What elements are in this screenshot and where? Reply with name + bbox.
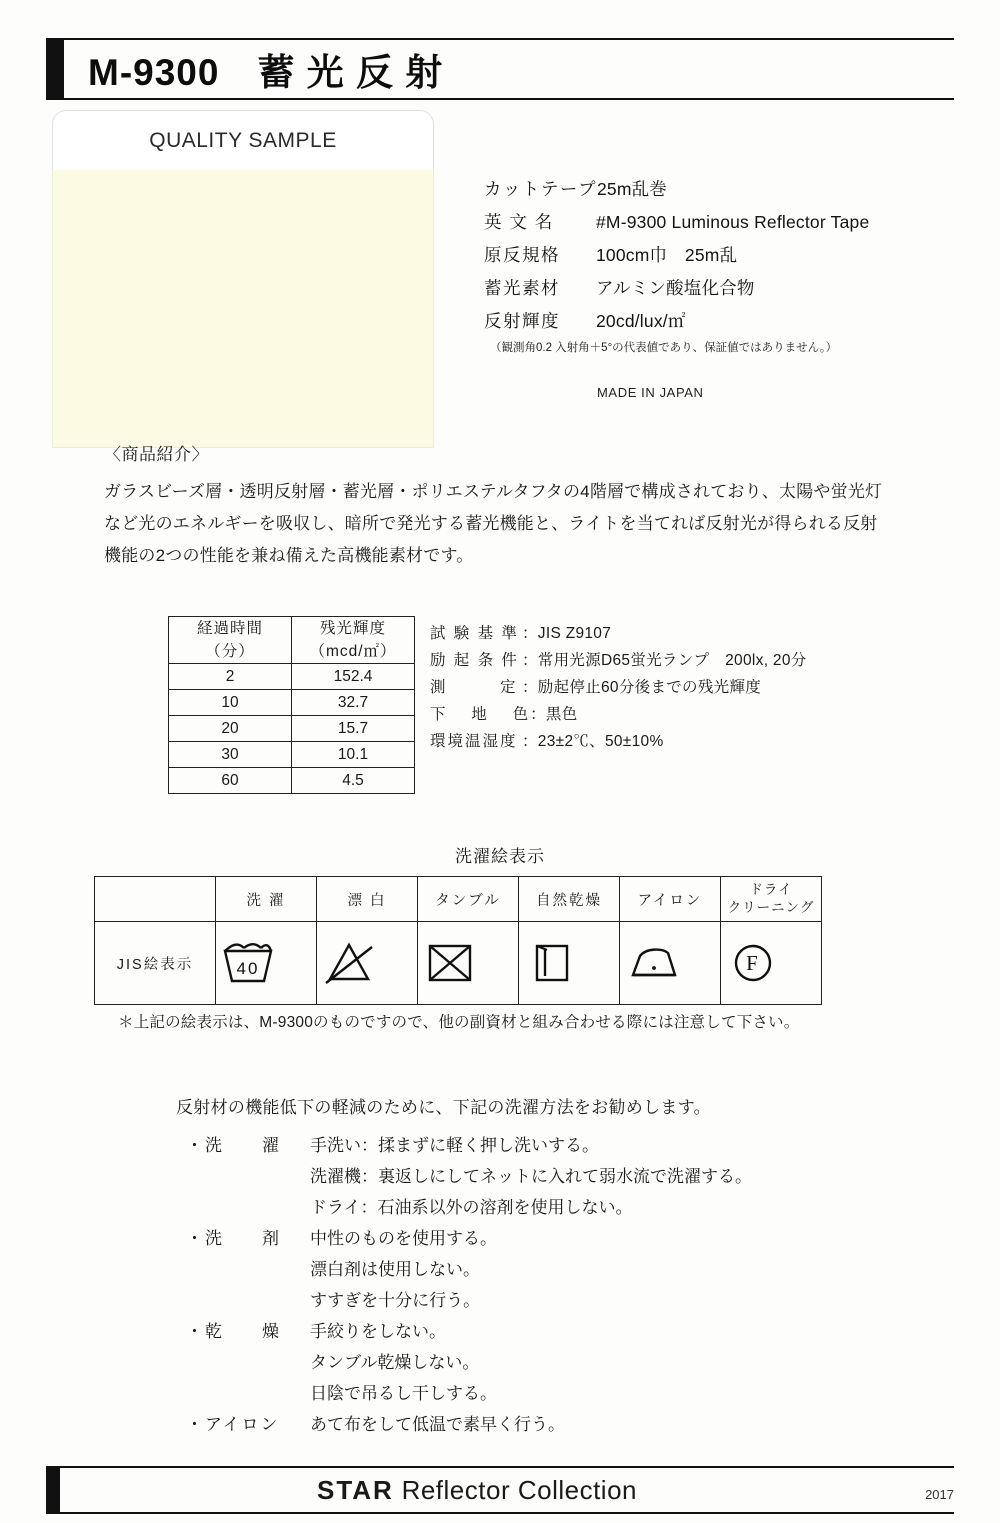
care-row-label: JIS絵表示 xyxy=(95,922,216,1005)
afterglow-table xyxy=(168,616,415,794)
test-condition-value: ：常用光源D65蛍光ランプ 200lx, 20分 xyxy=(522,652,807,669)
test-condition-value: ：励起停止60分後までの残光輝度 xyxy=(522,679,762,696)
wash-key: ・洗 濯 xyxy=(186,1136,281,1155)
table-row xyxy=(169,742,415,768)
cell-luminance: 152.4 xyxy=(292,664,415,690)
collection-name: Reflector Collection xyxy=(393,1474,637,1505)
wash-row-drying xyxy=(186,1316,906,1409)
wash-line: 手洗い：揉まずに軽く押し洗いする。 xyxy=(310,1136,599,1155)
spec-key: カットテープ xyxy=(484,179,597,199)
test-condition-row xyxy=(430,647,807,674)
footer-accent-bar xyxy=(46,1468,60,1512)
quality-sample-label: QUALITY SAMPLE xyxy=(52,110,434,170)
svg-text:F: F xyxy=(746,951,760,975)
test-condition-row xyxy=(430,620,807,647)
care-header-dryclean: ドライ クリーニング xyxy=(721,877,822,922)
wash-lines xyxy=(310,1409,906,1440)
wash-line: 洗濯機：裏返しにしてネットに入れて弱水流で洗濯する。 xyxy=(310,1167,752,1186)
spec-footnote: （観測角0.2 入射角＋5°の代表値であり、保証値ではありません。） xyxy=(490,342,838,354)
table-row xyxy=(169,640,415,664)
wash-lines xyxy=(310,1130,906,1223)
wash-line: タンブル乾燥しない。 xyxy=(310,1353,480,1372)
wash-line: 手絞りをしない。 xyxy=(310,1322,446,1341)
table-row xyxy=(169,690,415,716)
wash-key: ・乾 燥 xyxy=(186,1322,281,1341)
spec-key: 反射輝度 xyxy=(484,311,560,331)
table-row xyxy=(169,617,415,641)
test-condition-row xyxy=(430,701,807,728)
spec-row xyxy=(484,305,954,338)
wash-key: ・アイロン xyxy=(186,1415,280,1434)
wash-instructions xyxy=(186,1130,906,1440)
quality-sample xyxy=(52,110,434,448)
spec-value: 100cm巾 25m乱 xyxy=(596,245,738,265)
wash-line: すすぎを十分に行う。 xyxy=(310,1291,481,1310)
intro-heading: 〈商品紹介〉 xyxy=(104,445,209,464)
column-header-luminance: 残光輝度 xyxy=(292,617,415,641)
care-header-wash: 洗 濯 xyxy=(216,877,317,922)
wash-instructions-lead: 反射材の機能低下の軽減のために、下記の洗濯方法をお勧めします。 xyxy=(176,1098,711,1117)
wash-row-detergent xyxy=(186,1223,906,1316)
drip-dry-hang-icon xyxy=(519,922,620,1005)
made-in-label: MADE IN JAPAN xyxy=(597,385,704,400)
test-condition-key: 下 地 色 xyxy=(430,706,531,723)
brand-name: STAR xyxy=(316,1474,394,1505)
wash-line: 日陰で吊るし干しする。 xyxy=(310,1384,497,1403)
spec-list xyxy=(484,173,954,356)
spec-value: アルミン酸塩化合物 xyxy=(596,278,755,298)
cell-luminance: 10.1 xyxy=(292,742,415,768)
test-condition-key: 測 定 xyxy=(430,679,518,696)
care-header-natural-dry: 自然乾燥 xyxy=(519,877,620,922)
table-row xyxy=(169,664,415,690)
page-title: M-9300 蓄 光 反 射 xyxy=(88,52,444,93)
fabric-swatch xyxy=(52,170,434,448)
wash-row-ironing xyxy=(186,1409,906,1440)
wash-row-washing xyxy=(186,1130,906,1223)
test-condition-row xyxy=(430,674,807,701)
care-label-note: ＊上記の絵表示は、M-9300のものですので、他の副資材と組み合わせる際には注意して下さい。 xyxy=(118,1014,800,1031)
test-condition-key: 試 験 基 準 xyxy=(430,625,519,642)
wash-line: 中性のものを使用する。 xyxy=(310,1229,497,1248)
cell-luminance: 4.5 xyxy=(292,768,415,794)
care-label-title: 洗濯絵表示 xyxy=(455,847,545,866)
page-header xyxy=(46,38,954,100)
cell-time: 20 xyxy=(169,716,292,742)
wash-40-icon xyxy=(216,922,317,1005)
wash-line: あて布をして低温で素早く行う。 xyxy=(310,1415,565,1434)
spec-row xyxy=(484,272,954,305)
table-row xyxy=(95,922,822,1005)
table-row xyxy=(169,768,415,794)
wash-key: ・洗 剤 xyxy=(186,1229,281,1248)
wash-lines xyxy=(310,1316,906,1409)
cell-time: 2 xyxy=(169,664,292,690)
column-unit-time: （分） xyxy=(169,640,292,664)
spec-key: 蓄光素材 xyxy=(484,278,560,298)
spec-row xyxy=(484,239,954,272)
test-conditions xyxy=(430,620,807,755)
spec-value: #M-9300 Luminous Reflector Tape xyxy=(596,212,870,232)
table-row xyxy=(95,877,822,922)
footer-brand-line xyxy=(60,1475,954,1506)
wash-line: ドライ：石油系以外の溶剤を使用しない。 xyxy=(310,1198,633,1217)
wash-line: 漂白剤は使用しない。 xyxy=(310,1260,480,1279)
intro-body: ガラスビーズ層・透明反射層・蓄光層・ポリエステルタフタの4階層で構成されており、太陽や蛍光灯など光のエネルギーを吸収し、暗所で発光する蓄光機能と、ライトを当てれば反射光が得られる反射機能の2つの性能を兼ね備えた高機能素材です。 xyxy=(104,482,883,565)
spec-row xyxy=(484,206,954,239)
page-footer xyxy=(46,1466,954,1514)
test-condition-value: ：JIS Z9107 xyxy=(522,625,612,642)
cell-luminance: 15.7 xyxy=(292,716,415,742)
spec-key: 原反規格 xyxy=(484,245,560,265)
cell-luminance: 32.7 xyxy=(292,690,415,716)
test-condition-key: 環境温湿度 xyxy=(430,733,518,750)
no-bleach-icon xyxy=(317,922,418,1005)
header-accent-bar xyxy=(46,40,64,98)
dryclean-f-icon xyxy=(721,922,822,1005)
cell-time: 10 xyxy=(169,690,292,716)
spec-row xyxy=(484,173,954,206)
care-corner-cell xyxy=(95,877,216,922)
iron-low-icon xyxy=(620,922,721,1005)
column-header-time: 経過時間 xyxy=(169,617,292,641)
care-header-iron: アイロン xyxy=(620,877,721,922)
test-condition-value: ：23±2℃、50±10% xyxy=(522,733,664,750)
spec-value: 20cd/lux/㎡ xyxy=(596,311,686,331)
column-unit-luminance: （mcd/㎡） xyxy=(292,640,415,664)
cell-time: 30 xyxy=(169,742,292,768)
no-tumble-dry-icon xyxy=(418,922,519,1005)
test-condition-row xyxy=(430,728,807,755)
care-label-table xyxy=(94,876,822,1005)
wash-lines xyxy=(310,1223,906,1316)
footer-year: 2017 xyxy=(925,1487,954,1502)
care-header-bleach: 漂 白 xyxy=(317,877,418,922)
table-row xyxy=(169,716,415,742)
cell-time: 60 xyxy=(169,768,292,794)
care-header-tumble: タンブル xyxy=(418,877,519,922)
test-condition-key: 励 起 条 件 xyxy=(430,652,519,669)
spec-key: 英 文 名 xyxy=(484,212,554,232)
spec-value: 25m乱巻 xyxy=(596,179,667,199)
svg-text:40: 40 xyxy=(236,959,260,978)
test-condition-value: ：黒色 xyxy=(530,706,578,723)
